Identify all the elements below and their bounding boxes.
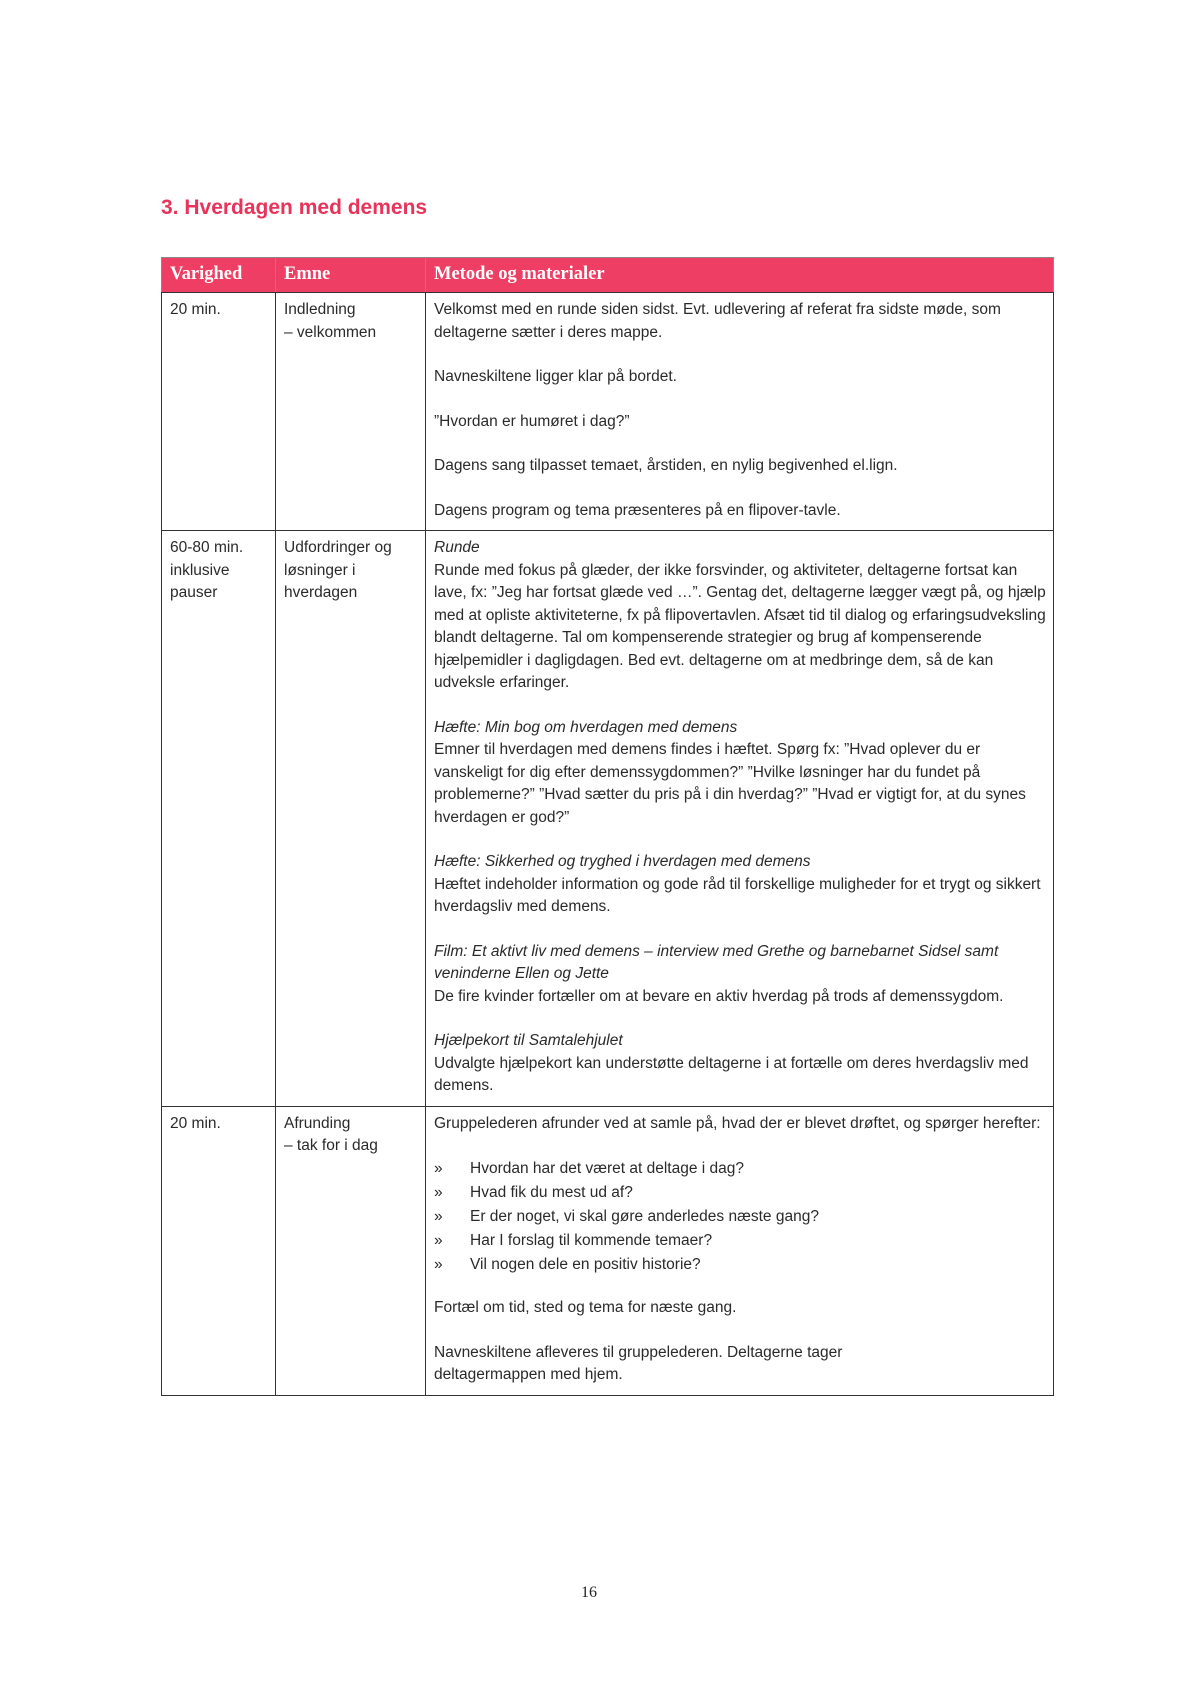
list-item-text: Hvordan har det været at deltage i dag? xyxy=(470,1160,745,1177)
table-row xyxy=(162,1106,1054,1395)
table-header-row xyxy=(162,258,1054,293)
list-item xyxy=(434,1229,1046,1253)
method-text: Emner til hverdagen med demens findes i hæftet. Spørg fx: ”Hvad oplever du er vanskeligt for dig efter demenssygdommen?” ”Hvilke løsninger har du fundet på problemerne?” ”Hvad sætter du pris på i din hverdag?” ”Hvad er vigtigt for, at du synes hverdagen er god?” xyxy=(434,741,1026,826)
list-item-text: Har I forslag til kommende temaer? xyxy=(470,1232,713,1249)
bullet-icon: » xyxy=(434,1208,443,1225)
method-block-film xyxy=(434,941,1046,1009)
method-cell xyxy=(426,1106,1054,1395)
list-item-text: Er der noget, vi skal gøre anderledes næste gang? xyxy=(470,1208,819,1225)
method-subheading: Runde xyxy=(434,539,480,556)
duration-cell xyxy=(162,293,276,531)
list-item xyxy=(434,1181,1046,1205)
schedule-table xyxy=(161,257,1054,1396)
column-header-method: Metode og materialer xyxy=(426,258,1054,293)
method-subheading: Film: Et aktivt liv med demens – interview med Grethe og barnebarnet Sidsel samt veninderne Ellen og Jette xyxy=(434,942,999,982)
method-subheading: Hæfte: Min bog om hverdagen med demens xyxy=(434,718,738,736)
method-text: Udvalgte hjælpekort kan understøtte deltagerne i at fortælle om deres hverdagsliv med demens. xyxy=(434,1054,1029,1094)
method-paragraph: ”Hvordan er humøret i dag?” xyxy=(434,412,630,430)
topic-text: Udfordringer og løsninger i hverdagen xyxy=(284,539,392,601)
method-paragraph: Velkomst med en runde siden sidst. Evt. udlevering af referat fra sidste møde, som deltagerne sætter i deres mappe. xyxy=(434,301,1001,341)
bullet-icon: » xyxy=(434,1256,443,1273)
topic-cell xyxy=(276,293,426,531)
method-cell xyxy=(426,531,1054,1107)
method-text: De fire kvinder fortæller om at bevare en aktiv hverdag på trods af demenssygdom. xyxy=(434,987,1004,1005)
method-block-runde xyxy=(434,537,1046,695)
section-title: 3. Hverdagen med demens xyxy=(161,196,428,219)
topic-text: Indledning – velkommen xyxy=(284,301,377,341)
bullet-icon: » xyxy=(434,1232,443,1249)
method-paragraph: Dagens sang tilpasset temaet, årstiden, en nylig begivenhed el.lign. xyxy=(434,457,898,474)
column-header-duration: Varighed xyxy=(162,258,276,293)
method-paragraph: Gruppelederen afrunder ved at samle på, hvad der er blevet drøftet, og spørger herefter: xyxy=(434,1114,1041,1132)
bullet-icon: » xyxy=(434,1160,443,1177)
method-subheading: Hjælpekort til Samtalehjulet xyxy=(434,1032,623,1049)
method-paragraph: Navneskiltene ligger klar på bordet. xyxy=(434,368,677,385)
bullet-icon: » xyxy=(434,1184,443,1201)
topic-cell xyxy=(276,1106,426,1395)
page-number: 16 xyxy=(581,1584,597,1601)
list-item-text: Vil nogen dele en positiv historie? xyxy=(470,1256,701,1273)
table-row xyxy=(162,293,1054,531)
method-block-cards xyxy=(434,1030,1046,1098)
topic-text: Afrunding – tak for i dag xyxy=(284,1114,378,1154)
topic-cell xyxy=(276,531,426,1107)
list-item-text: Hvad fik du mest ud af? xyxy=(470,1184,633,1201)
method-text: Hæftet indeholder information og gode råd til forskellige muligheder for et trygt og sikkert hverdagsliv med demens. xyxy=(434,875,1041,915)
method-text: Runde med fokus på glæder, der ikke forsvinder, og aktiviteter, deltagerne fortsat kan lave, fx: ”Jeg har fortsat glæde ved …”. Gentag det, deltagerne lægger vægt på, og hjælp med at opliste aktiviteterne, fx på flipovertavlen. Afsæt tid til dialog og erfaringsudveksling blandt deltagerne. Tal om kompenserende strategier og brug af kompenserende hjælpemidler i dagligdagen. Bed evt. deltagerne om at medbringe dem, så de kan udveksle erfaringer. xyxy=(434,561,1046,691)
method-paragraph: Navneskiltene afleveres til gruppelederen. Deltagerne tager deltagermappen med hjem. xyxy=(434,1343,843,1383)
duration-text: 20 min. xyxy=(170,301,221,318)
method-block-booklet xyxy=(434,717,1046,830)
method-paragraph: Dagens program og tema præsenteres på en flipover-tavle. xyxy=(434,501,841,519)
column-header-topic: Emne xyxy=(276,258,426,293)
duration-text: 20 min. xyxy=(170,1114,221,1132)
duration-cell xyxy=(162,531,276,1107)
duration-cell xyxy=(162,1106,276,1395)
question-list xyxy=(434,1157,1046,1277)
duration-text: 60-80 min. inklusive pauser xyxy=(170,539,244,601)
method-cell xyxy=(426,293,1054,531)
method-block-safety-booklet xyxy=(434,851,1046,919)
list-item xyxy=(434,1205,1046,1229)
table-row xyxy=(162,531,1054,1107)
method-subheading: Hæfte: Sikkerhed og tryghed i hverdagen med demens xyxy=(434,853,811,870)
method-paragraph: Fortæl om tid, sted og tema for næste gang. xyxy=(434,1299,737,1316)
list-item xyxy=(434,1253,1046,1277)
list-item xyxy=(434,1157,1046,1181)
